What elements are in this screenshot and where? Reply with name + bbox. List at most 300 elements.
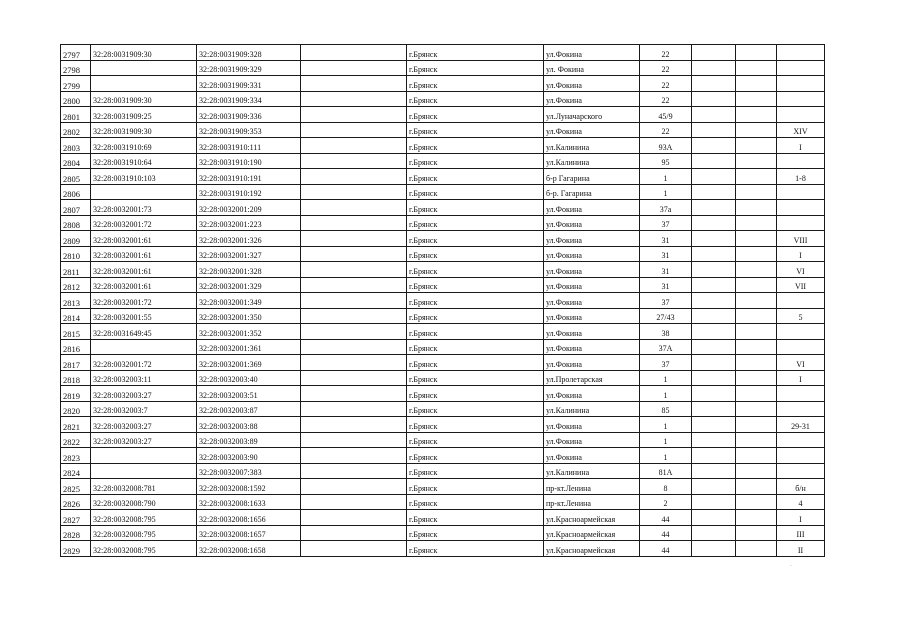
land-parcel-cadastral-number: 32:28:0032003:27	[91, 417, 197, 433]
object-cadastral-number: 32:28:0032008:1656	[197, 510, 301, 526]
empty-cell	[301, 45, 407, 61]
empty-cell	[692, 432, 736, 448]
city-cell: г.Брянск	[407, 525, 544, 541]
empty-cell	[736, 60, 777, 76]
street-cell: б-р Гагарина	[544, 169, 640, 185]
table-row	[61, 184, 825, 200]
land-parcel-cadastral-number: 32:28:0032008:795	[91, 525, 197, 541]
city-cell: г.Брянск	[407, 60, 544, 76]
street-cell: ул.Фокина	[544, 432, 640, 448]
premises-number-cell: VI	[777, 355, 825, 371]
row-number: 2803	[61, 138, 91, 154]
table-row	[61, 215, 825, 231]
empty-cell	[692, 76, 736, 92]
empty-cell	[301, 401, 407, 417]
empty-cell	[736, 262, 777, 278]
object-cadastral-number: 32:28:0032001:209	[197, 200, 301, 216]
object-cadastral-number: 32:28:0032003:88	[197, 417, 301, 433]
object-cadastral-number: 32:28:0032001:328	[197, 262, 301, 278]
city-cell: г.Брянск	[407, 107, 544, 123]
land-parcel-cadastral-number	[91, 463, 197, 479]
house-number-cell: 31	[640, 262, 692, 278]
table-row	[61, 494, 825, 510]
land-parcel-cadastral-number: 32:28:0031910:69	[91, 138, 197, 154]
city-cell: г.Брянск	[407, 153, 544, 169]
table-row	[61, 91, 825, 107]
object-cadastral-number: 32:28:0032001:349	[197, 293, 301, 309]
row-number: 2826	[61, 494, 91, 510]
street-cell: ул.Фокина	[544, 308, 640, 324]
city-cell: г.Брянск	[407, 401, 544, 417]
land-parcel-cadastral-number: 32:28:0031909:30	[91, 122, 197, 138]
empty-cell	[301, 494, 407, 510]
empty-cell	[301, 91, 407, 107]
land-parcel-cadastral-number	[91, 184, 197, 200]
street-cell: ул.Красноармейская	[544, 510, 640, 526]
premises-number-cell	[777, 401, 825, 417]
premises-number-cell: I	[777, 138, 825, 154]
empty-cell	[301, 339, 407, 355]
premises-number-cell	[777, 76, 825, 92]
empty-cell	[301, 308, 407, 324]
table-row	[61, 510, 825, 526]
premises-number-cell	[777, 60, 825, 76]
row-number: 2822	[61, 432, 91, 448]
empty-cell	[301, 386, 407, 402]
house-number-cell: 44	[640, 525, 692, 541]
house-number-cell: 93А	[640, 138, 692, 154]
house-number-cell: 31	[640, 246, 692, 262]
street-cell: ул.Фокина	[544, 231, 640, 247]
land-parcel-cadastral-number	[91, 339, 197, 355]
empty-cell	[692, 324, 736, 340]
table-row	[61, 479, 825, 495]
empty-cell	[692, 463, 736, 479]
row-number: 2817	[61, 355, 91, 371]
row-number: 2805	[61, 169, 91, 185]
premises-number-cell: б/н	[777, 479, 825, 495]
house-number-cell: 1	[640, 370, 692, 386]
table-row	[61, 448, 825, 464]
city-cell: г.Брянск	[407, 293, 544, 309]
row-number: 2829	[61, 541, 91, 557]
empty-cell	[301, 76, 407, 92]
land-parcel-cadastral-number: 32:28:0032001:72	[91, 355, 197, 371]
empty-cell	[736, 107, 777, 123]
land-parcel-cadastral-number	[91, 76, 197, 92]
object-cadastral-number: 32:28:0032008:1658	[197, 541, 301, 557]
street-cell: ул.Фокина	[544, 324, 640, 340]
land-parcel-cadastral-number: 32:28:0032008:795	[91, 510, 197, 526]
land-parcel-cadastral-number: 32:28:0031909:30	[91, 45, 197, 61]
city-cell: г.Брянск	[407, 370, 544, 386]
object-cadastral-number: 32:28:0031909:331	[197, 76, 301, 92]
empty-cell	[736, 200, 777, 216]
land-parcel-cadastral-number: 32:28:0032008:781	[91, 479, 197, 495]
empty-cell	[736, 169, 777, 185]
city-cell: г.Брянск	[407, 448, 544, 464]
house-number-cell: 37а	[640, 200, 692, 216]
empty-cell	[692, 339, 736, 355]
table-row	[61, 107, 825, 123]
city-cell: г.Брянск	[407, 215, 544, 231]
house-number-cell: 22	[640, 76, 692, 92]
street-cell: ул.Фокина	[544, 246, 640, 262]
empty-cell	[736, 386, 777, 402]
scan-dot: ·	[790, 563, 792, 570]
table-row	[61, 541, 825, 557]
land-parcel-cadastral-number: 32:28:0032001:72	[91, 215, 197, 231]
premises-number-cell	[777, 293, 825, 309]
object-cadastral-number: 32:28:0032003:87	[197, 401, 301, 417]
land-parcel-cadastral-number: 32:28:0031910:64	[91, 153, 197, 169]
row-number: 2806	[61, 184, 91, 200]
street-cell: ул.Фокина	[544, 448, 640, 464]
table-row	[61, 324, 825, 340]
land-parcel-cadastral-number: 32:28:0032008:795	[91, 541, 197, 557]
empty-cell	[736, 76, 777, 92]
land-parcel-cadastral-number: 32:28:0032003:27	[91, 432, 197, 448]
house-number-cell: 1	[640, 417, 692, 433]
empty-cell	[301, 432, 407, 448]
row-number: 2828	[61, 525, 91, 541]
object-cadastral-number: 32:28:0032008:1657	[197, 525, 301, 541]
empty-cell	[736, 122, 777, 138]
empty-cell	[301, 417, 407, 433]
empty-cell	[301, 169, 407, 185]
empty-cell	[301, 138, 407, 154]
house-number-cell: 27/43	[640, 308, 692, 324]
land-parcel-cadastral-number: 32:28:0032003:27	[91, 386, 197, 402]
table-row	[61, 463, 825, 479]
empty-cell	[301, 60, 407, 76]
land-parcel-cadastral-number: 32:28:0031649:45	[91, 324, 197, 340]
empty-cell	[692, 401, 736, 417]
empty-cell	[736, 308, 777, 324]
city-cell: г.Брянск	[407, 432, 544, 448]
empty-cell	[736, 355, 777, 371]
city-cell: г.Брянск	[407, 246, 544, 262]
premises-number-cell: II	[777, 541, 825, 557]
premises-number-cell	[777, 448, 825, 464]
house-number-cell: 85	[640, 401, 692, 417]
empty-cell	[692, 293, 736, 309]
city-cell: г.Брянск	[407, 138, 544, 154]
empty-cell	[736, 401, 777, 417]
premises-number-cell: I	[777, 370, 825, 386]
street-cell: пр-кт.Ленина	[544, 479, 640, 495]
city-cell: г.Брянск	[407, 262, 544, 278]
empty-cell	[692, 246, 736, 262]
empty-cell	[692, 448, 736, 464]
empty-cell	[692, 525, 736, 541]
empty-cell	[736, 153, 777, 169]
city-cell: г.Брянск	[407, 122, 544, 138]
empty-cell	[692, 60, 736, 76]
row-number: 2802	[61, 122, 91, 138]
empty-cell	[692, 510, 736, 526]
street-cell: ул. Фокина	[544, 60, 640, 76]
house-number-cell: 31	[640, 231, 692, 247]
empty-cell	[692, 386, 736, 402]
object-cadastral-number: 32:28:0032003:90	[197, 448, 301, 464]
empty-cell	[692, 370, 736, 386]
empty-cell	[736, 432, 777, 448]
row-number: 2799	[61, 76, 91, 92]
table-row	[61, 45, 825, 61]
row-number: 2801	[61, 107, 91, 123]
city-cell: г.Брянск	[407, 510, 544, 526]
row-number: 2807	[61, 200, 91, 216]
empty-cell	[736, 463, 777, 479]
street-cell: ул.Фокина	[544, 200, 640, 216]
house-number-cell: 1	[640, 386, 692, 402]
premises-number-cell: 4	[777, 494, 825, 510]
empty-cell	[692, 277, 736, 293]
object-cadastral-number: 32:28:0031909:329	[197, 60, 301, 76]
empty-cell	[301, 355, 407, 371]
premises-number-cell	[777, 215, 825, 231]
city-cell: г.Брянск	[407, 184, 544, 200]
premises-number-cell	[777, 91, 825, 107]
table-row	[61, 231, 825, 247]
row-number: 2797	[61, 45, 91, 61]
empty-cell	[736, 339, 777, 355]
city-cell: г.Брянск	[407, 494, 544, 510]
row-number: 2823	[61, 448, 91, 464]
house-number-cell: 45/9	[640, 107, 692, 123]
land-parcel-cadastral-number: 32:28:0032001:55	[91, 308, 197, 324]
table-row	[61, 153, 825, 169]
empty-cell	[301, 324, 407, 340]
city-cell: г.Брянск	[407, 91, 544, 107]
city-cell: г.Брянск	[407, 76, 544, 92]
premises-number-cell	[777, 463, 825, 479]
object-cadastral-number: 32:28:0032001:326	[197, 231, 301, 247]
table-row	[61, 525, 825, 541]
table-body	[61, 45, 825, 557]
premises-number-cell: I	[777, 246, 825, 262]
object-cadastral-number: 32:28:0032001:223	[197, 215, 301, 231]
row-number: 2809	[61, 231, 91, 247]
row-number: 2814	[61, 308, 91, 324]
table-row	[61, 122, 825, 138]
empty-cell	[301, 370, 407, 386]
row-number: 2824	[61, 463, 91, 479]
house-number-cell: 1	[640, 184, 692, 200]
object-cadastral-number: 32:28:0032001:361	[197, 339, 301, 355]
object-cadastral-number: 32:28:0031909:336	[197, 107, 301, 123]
empty-cell	[736, 215, 777, 231]
land-parcel-cadastral-number: 32:28:0032001:61	[91, 231, 197, 247]
empty-cell	[301, 215, 407, 231]
land-parcel-cadastral-number: 32:28:0032001:61	[91, 277, 197, 293]
empty-cell	[301, 184, 407, 200]
street-cell: ул.Фокина	[544, 122, 640, 138]
empty-cell	[692, 122, 736, 138]
empty-cell	[736, 448, 777, 464]
row-number: 2800	[61, 91, 91, 107]
premises-number-cell: 5	[777, 308, 825, 324]
empty-cell	[301, 246, 407, 262]
street-cell: ул.Фокина	[544, 45, 640, 61]
city-cell: г.Брянск	[407, 339, 544, 355]
city-cell: г.Брянск	[407, 417, 544, 433]
empty-cell	[736, 494, 777, 510]
object-cadastral-number: 32:28:0032008:1633	[197, 494, 301, 510]
premises-number-cell	[777, 339, 825, 355]
empty-cell	[692, 541, 736, 557]
city-cell: г.Брянск	[407, 200, 544, 216]
table-row	[61, 417, 825, 433]
empty-cell	[301, 153, 407, 169]
empty-cell	[736, 293, 777, 309]
table-row	[61, 262, 825, 278]
house-number-cell: 22	[640, 91, 692, 107]
land-parcel-cadastral-number: 32:28:0032001:61	[91, 262, 197, 278]
city-cell: г.Брянск	[407, 324, 544, 340]
street-cell: ул.Фокина	[544, 76, 640, 92]
row-number: 2820	[61, 401, 91, 417]
premises-number-cell: I	[777, 510, 825, 526]
object-cadastral-number: 32:28:0032007:383	[197, 463, 301, 479]
street-cell: ул.Фокина	[544, 91, 640, 107]
premises-number-cell: III	[777, 525, 825, 541]
street-cell: ул.Калинина	[544, 138, 640, 154]
empty-cell	[692, 355, 736, 371]
land-parcel-cadastral-number: 32:28:0032003:7	[91, 401, 197, 417]
object-cadastral-number: 32:28:0032001:350	[197, 308, 301, 324]
empty-cell	[692, 479, 736, 495]
table-row	[61, 401, 825, 417]
object-cadastral-number: 32:28:0031910:192	[197, 184, 301, 200]
row-number: 2816	[61, 339, 91, 355]
table-row	[61, 169, 825, 185]
street-cell: ул.Красноармейская	[544, 541, 640, 557]
house-number-cell: 1	[640, 448, 692, 464]
row-number: 2808	[61, 215, 91, 231]
table-row	[61, 246, 825, 262]
city-cell: г.Брянск	[407, 169, 544, 185]
house-number-cell: 37	[640, 355, 692, 371]
row-number: 2798	[61, 60, 91, 76]
street-cell: ул.Луначарского	[544, 107, 640, 123]
table-row	[61, 339, 825, 355]
city-cell: г.Брянск	[407, 386, 544, 402]
house-number-cell: 22	[640, 45, 692, 61]
object-cadastral-number: 32:28:0031910:190	[197, 153, 301, 169]
city-cell: г.Брянск	[407, 541, 544, 557]
empty-cell	[301, 479, 407, 495]
property-register-table	[60, 44, 825, 557]
table-row	[61, 308, 825, 324]
city-cell: г.Брянск	[407, 308, 544, 324]
empty-cell	[692, 262, 736, 278]
object-cadastral-number: 32:28:0032008:1592	[197, 479, 301, 495]
premises-number-cell: 1-8	[777, 169, 825, 185]
premises-number-cell	[777, 200, 825, 216]
table-row	[61, 76, 825, 92]
premises-number-cell	[777, 107, 825, 123]
row-number: 2804	[61, 153, 91, 169]
land-parcel-cadastral-number: 32:28:0032008:790	[91, 494, 197, 510]
empty-cell	[736, 277, 777, 293]
empty-cell	[736, 417, 777, 433]
empty-cell	[736, 184, 777, 200]
empty-cell	[692, 417, 736, 433]
empty-cell	[692, 45, 736, 61]
house-number-cell: 37А	[640, 339, 692, 355]
row-number: 2821	[61, 417, 91, 433]
premises-number-cell: VIII	[777, 231, 825, 247]
empty-cell	[301, 200, 407, 216]
object-cadastral-number: 32:28:0032001:327	[197, 246, 301, 262]
city-cell: г.Брянск	[407, 45, 544, 61]
premises-number-cell	[777, 184, 825, 200]
empty-cell	[692, 184, 736, 200]
table-row	[61, 60, 825, 76]
empty-cell	[301, 463, 407, 479]
empty-cell	[692, 200, 736, 216]
land-parcel-cadastral-number: 32:28:0031909:30	[91, 91, 197, 107]
row-number: 2810	[61, 246, 91, 262]
land-parcel-cadastral-number	[91, 60, 197, 76]
premises-number-cell: VI	[777, 262, 825, 278]
object-cadastral-number: 32:28:0031909:334	[197, 91, 301, 107]
empty-cell	[736, 525, 777, 541]
table-row	[61, 277, 825, 293]
object-cadastral-number: 32:28:0032001:329	[197, 277, 301, 293]
city-cell: г.Брянск	[407, 479, 544, 495]
premises-number-cell	[777, 153, 825, 169]
premises-number-cell: XIV	[777, 122, 825, 138]
empty-cell	[692, 107, 736, 123]
empty-cell	[692, 169, 736, 185]
land-parcel-cadastral-number: 32:28:0032001:72	[91, 293, 197, 309]
row-number: 2827	[61, 510, 91, 526]
land-parcel-cadastral-number: 32:28:0031909:25	[91, 107, 197, 123]
empty-cell	[301, 122, 407, 138]
street-cell: ул.Фокина	[544, 293, 640, 309]
empty-cell	[692, 138, 736, 154]
street-cell: ул.Фокина	[544, 277, 640, 293]
table-row	[61, 370, 825, 386]
city-cell: г.Брянск	[407, 231, 544, 247]
house-number-cell: 2	[640, 494, 692, 510]
empty-cell	[301, 448, 407, 464]
row-number: 2825	[61, 479, 91, 495]
house-number-cell: 22	[640, 60, 692, 76]
empty-cell	[301, 293, 407, 309]
table-row	[61, 386, 825, 402]
house-number-cell: 31	[640, 277, 692, 293]
object-cadastral-number: 32:28:0031910:111	[197, 138, 301, 154]
premises-number-cell	[777, 45, 825, 61]
empty-cell	[736, 91, 777, 107]
city-cell: г.Брянск	[407, 277, 544, 293]
empty-cell	[301, 510, 407, 526]
street-cell: ул.Пролетарская	[544, 370, 640, 386]
house-number-cell: 37	[640, 293, 692, 309]
empty-cell	[301, 541, 407, 557]
empty-cell	[301, 262, 407, 278]
land-parcel-cadastral-number: 32:28:0032001:73	[91, 200, 197, 216]
object-cadastral-number: 32:28:0032003:51	[197, 386, 301, 402]
street-cell: ул.Фокина	[544, 339, 640, 355]
row-number: 2819	[61, 386, 91, 402]
street-cell: ул.Калинина	[544, 153, 640, 169]
premises-number-cell: 29-31	[777, 417, 825, 433]
